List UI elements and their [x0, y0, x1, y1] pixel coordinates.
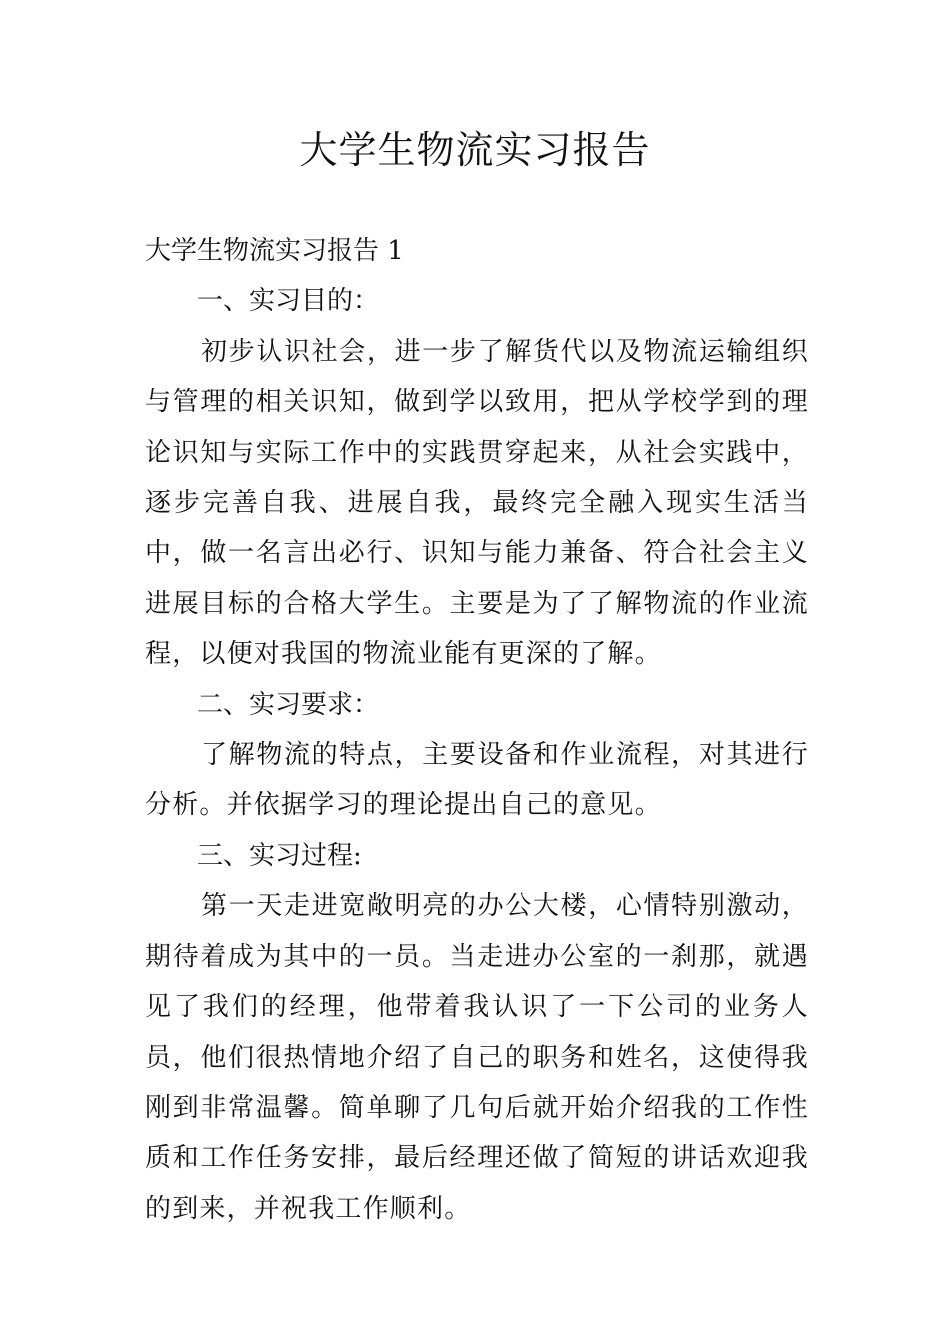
- section-paragraph-purpose: 初步认识社会，进一步了解货代以及物流运输组织与管理的相关识知，做到学以致用，把从学校学到的理论识知与实际工作中的实践贯穿起来，从社会实践中，逐步完善自我、进展自我，最终完全融入现实生活当中，做一名言出必行、识知与能力兼备、符合社会主义进展目标的合格大学生。主要是为了了解物流的作业流程，以便对我国的物流业能有更深的了解。: [145, 336, 809, 670]
- report-subtitle: 大学生物流实习报告 1: [145, 236, 404, 266]
- section-paragraph-process: 第一天走进宽敞明亮的办公大楼，心情特别激动，期待着成为其中的一员。当走进办公室的一刹那，就遇见了我们的经理，他带着我认识了一下公司的业务人员，他们很热情地介绍了自己的职务和姓名，这使得我刚到非常温馨。简单聊了几句后就开始介绍我的工作性质和工作任务安排，最后经理还做了简短的讲话欢迎我的到来，并祝我工作顺利。: [145, 891, 809, 1224]
- section-paragraph-requirements: 了解物流的特点，主要设备和作业流程，对其进行分析。并依据学习的理论提出自己的意见。: [145, 740, 809, 821]
- document-body: [145, 226, 809, 1234]
- section-heading-requirements: 二、实习要求：: [197, 689, 380, 720]
- section-heading-process: 三、实习过程:: [197, 840, 362, 871]
- section-heading-purpose: 一、实习目的：: [197, 286, 380, 317]
- document-title: 大学生物流实习报告: [299, 128, 651, 172]
